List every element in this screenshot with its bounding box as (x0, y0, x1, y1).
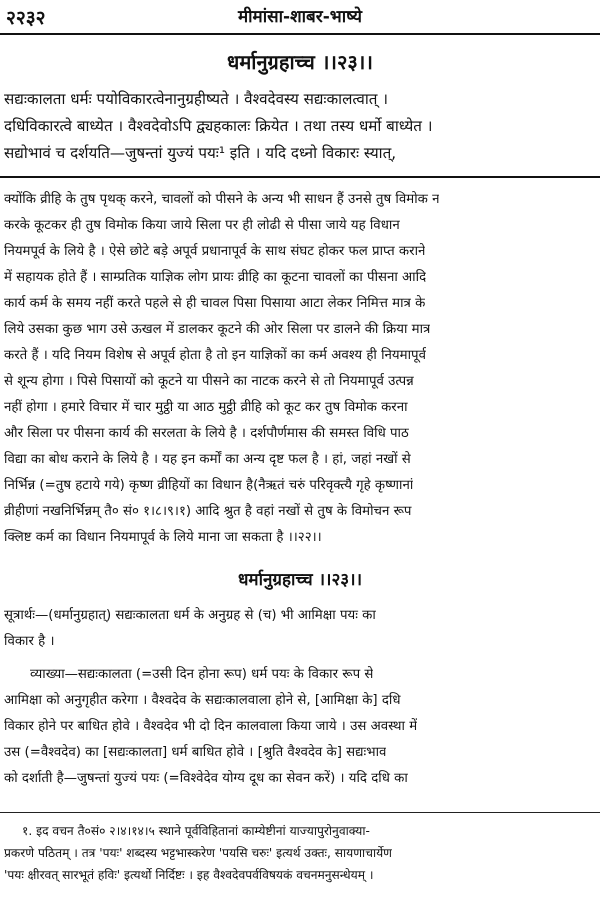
text-line: नियमपूर्व के लिये है । ऐसे छोटे बड़े अपूर्व प्रधानापूर्व के साथ संघट होकर फल प्राप्त कराने (4, 244, 426, 259)
text-line: उस (=वैश्वदेव) का [सद्यःकालता] धर्म बाधित होवे । [श्रुति वैश्वदेव के] सद्यःभाव (4, 745, 387, 760)
sutra-heading: धर्मानुग्रहाच्च ।।२३।। (237, 570, 363, 590)
page-number: २२३२ (6, 7, 46, 29)
text-line: क्लिष्ट कर्म का विधान नियमापूर्व के लिये माना जा सकता है ।।२२।। (4, 530, 322, 545)
text-line: सूत्रार्थः—(धर्मानुग्रहात्) सद्यःकालता धर्म के अनुग्रह से (च) भी आमिक्षा पयः का (4, 608, 376, 623)
text-line: विकार है । (4, 634, 55, 649)
text-line: दधिविकारत्वे बाध्येत । वैश्वदेवोऽपि द्व्यहकालः क्रियेत । तथा तस्य धर्मो बाध्येत । (4, 117, 433, 135)
section-rule (0, 176, 600, 178)
text-line: से शून्य होगा । पिसे पिसायों को कूटने या पीसने का नाटक करने से तो नियमापूर्व उत्पन्न (4, 374, 414, 389)
text-line: करके कूटकर ही तुष विमोक किया जाये सिला पर ही लोढी से पीसा जाये यह विधान (4, 218, 400, 233)
running-title: मीमांसा-शाबर-भाष्ये (237, 7, 363, 27)
text-line: कार्य कर्म के समय नहीं करते पहले से ही चावल पिसा पिसाया आटा लेकर निमित्त मात्र के (4, 296, 426, 311)
text-line: और सिला पर पीसना कार्य की सरलता के लिये है । दर्शपौर्णमास की समस्त विधि पाठ (4, 426, 409, 441)
text-line: व्याख्या—सद्यःकालता (=उसी दिन होना रूप) धर्म पयः के विकार रूप से (30, 667, 374, 682)
text-line: करते हैं । यदि नियम विशेष से अपूर्व होता है तो इन याज्ञिकों का कर्म अवश्य ही नियमापूर्व (4, 348, 426, 363)
footnote-line: 'पयः क्षीरवत् सारभूतं हविः' इत्यर्थो निर्दिष्टः । इह वैश्वदेवपर्वविषयकं वचनमनुसन्धेयम् । (4, 868, 374, 882)
footnote-rule (0, 812, 600, 813)
text-line: विकार होने पर बाधित होवे । वैश्वदेव भी दो दिन कालवाला किया जाये । उस अवस्था में (4, 719, 418, 734)
sutra-heading: धर्मानुग्रहाच्च ।।२३।। (227, 50, 373, 74)
text-line: सद्योभावं च दर्शयति—जुषन्तां युज्यं पयः¹ इति । यदि दध्नो विकारः स्यात्, (4, 144, 397, 162)
text-line: में सहायक होते हैं । साम्प्रतिक याज्ञिक लोग प्रायः व्रीहि का कूटना चावलों का पीसना आदि (4, 270, 427, 285)
text-line: नहीं होगा । हमारे विचार में चार मुट्ठी या आठ मुट्ठी व्रीहि को कूट कर तुष विमोक करना (4, 400, 408, 415)
text-line: को दर्शाती है—जुषन्तां युज्यं पयः (=विश्वेदेव योग्य दूध का सेवन करें) । यदि दधि का (4, 771, 408, 786)
text-line: व्रीहीणां नखनिर्भिन्नम् तै० सं० १।८।९।१) आदि श्रुत है वहां नखों से तुष के विमोचन रूप (4, 504, 412, 519)
text-line: सद्यःकालता धर्मः पयोविकारत्वेनानुग्रहीष्यते । वैश्वदेवस्य सद्यःकालत्वात् । (4, 90, 389, 108)
footnote-line: १. इद वचन तै०सं० २।४।१४।५ स्थाने पूर्वविहितानां काम्येष्टीनां याज्यापुरोनुवाक्या- (22, 824, 370, 838)
text-line: क्योंकि व्रीहि के तुष पृथक् करने, चावलों को पीसने के अन्य भी साधन हैं उनसे तुष विमोक न (4, 192, 440, 207)
page-header (6, 4, 594, 32)
text-line: निर्भिन्न (=तुष हटाये गये) कृष्ण व्रीहियों का विधान है(नैऋतं चरुं परिवृक्त्यै गृहे कृष्णानां (4, 478, 414, 493)
text-line: आमिक्षा को अनुगृहीत करेगा । वैश्वदेव के सद्यःकालवाला होने से, [आमिक्षा के] दधि (4, 693, 401, 708)
text-line: विद्या का बोध कराने के लिये है । यह इन कर्मों का अन्य दृष्ट फल है । हां, जहां नखों से (4, 452, 411, 467)
footnote-line: प्रकरणे पठितम् । तत्र 'पयः' शब्दस्य भट्टभास्करेण 'पयसि चरुः' इत्यर्थ उक्तः, सायणाचार्येण (4, 846, 392, 860)
text-line: लिये उसका कुछ भाग उसे ऊखल में डालकर कूटने की ओर सिला पर डालने की क्रिया मात्र (4, 322, 431, 337)
header-rule (0, 33, 600, 35)
